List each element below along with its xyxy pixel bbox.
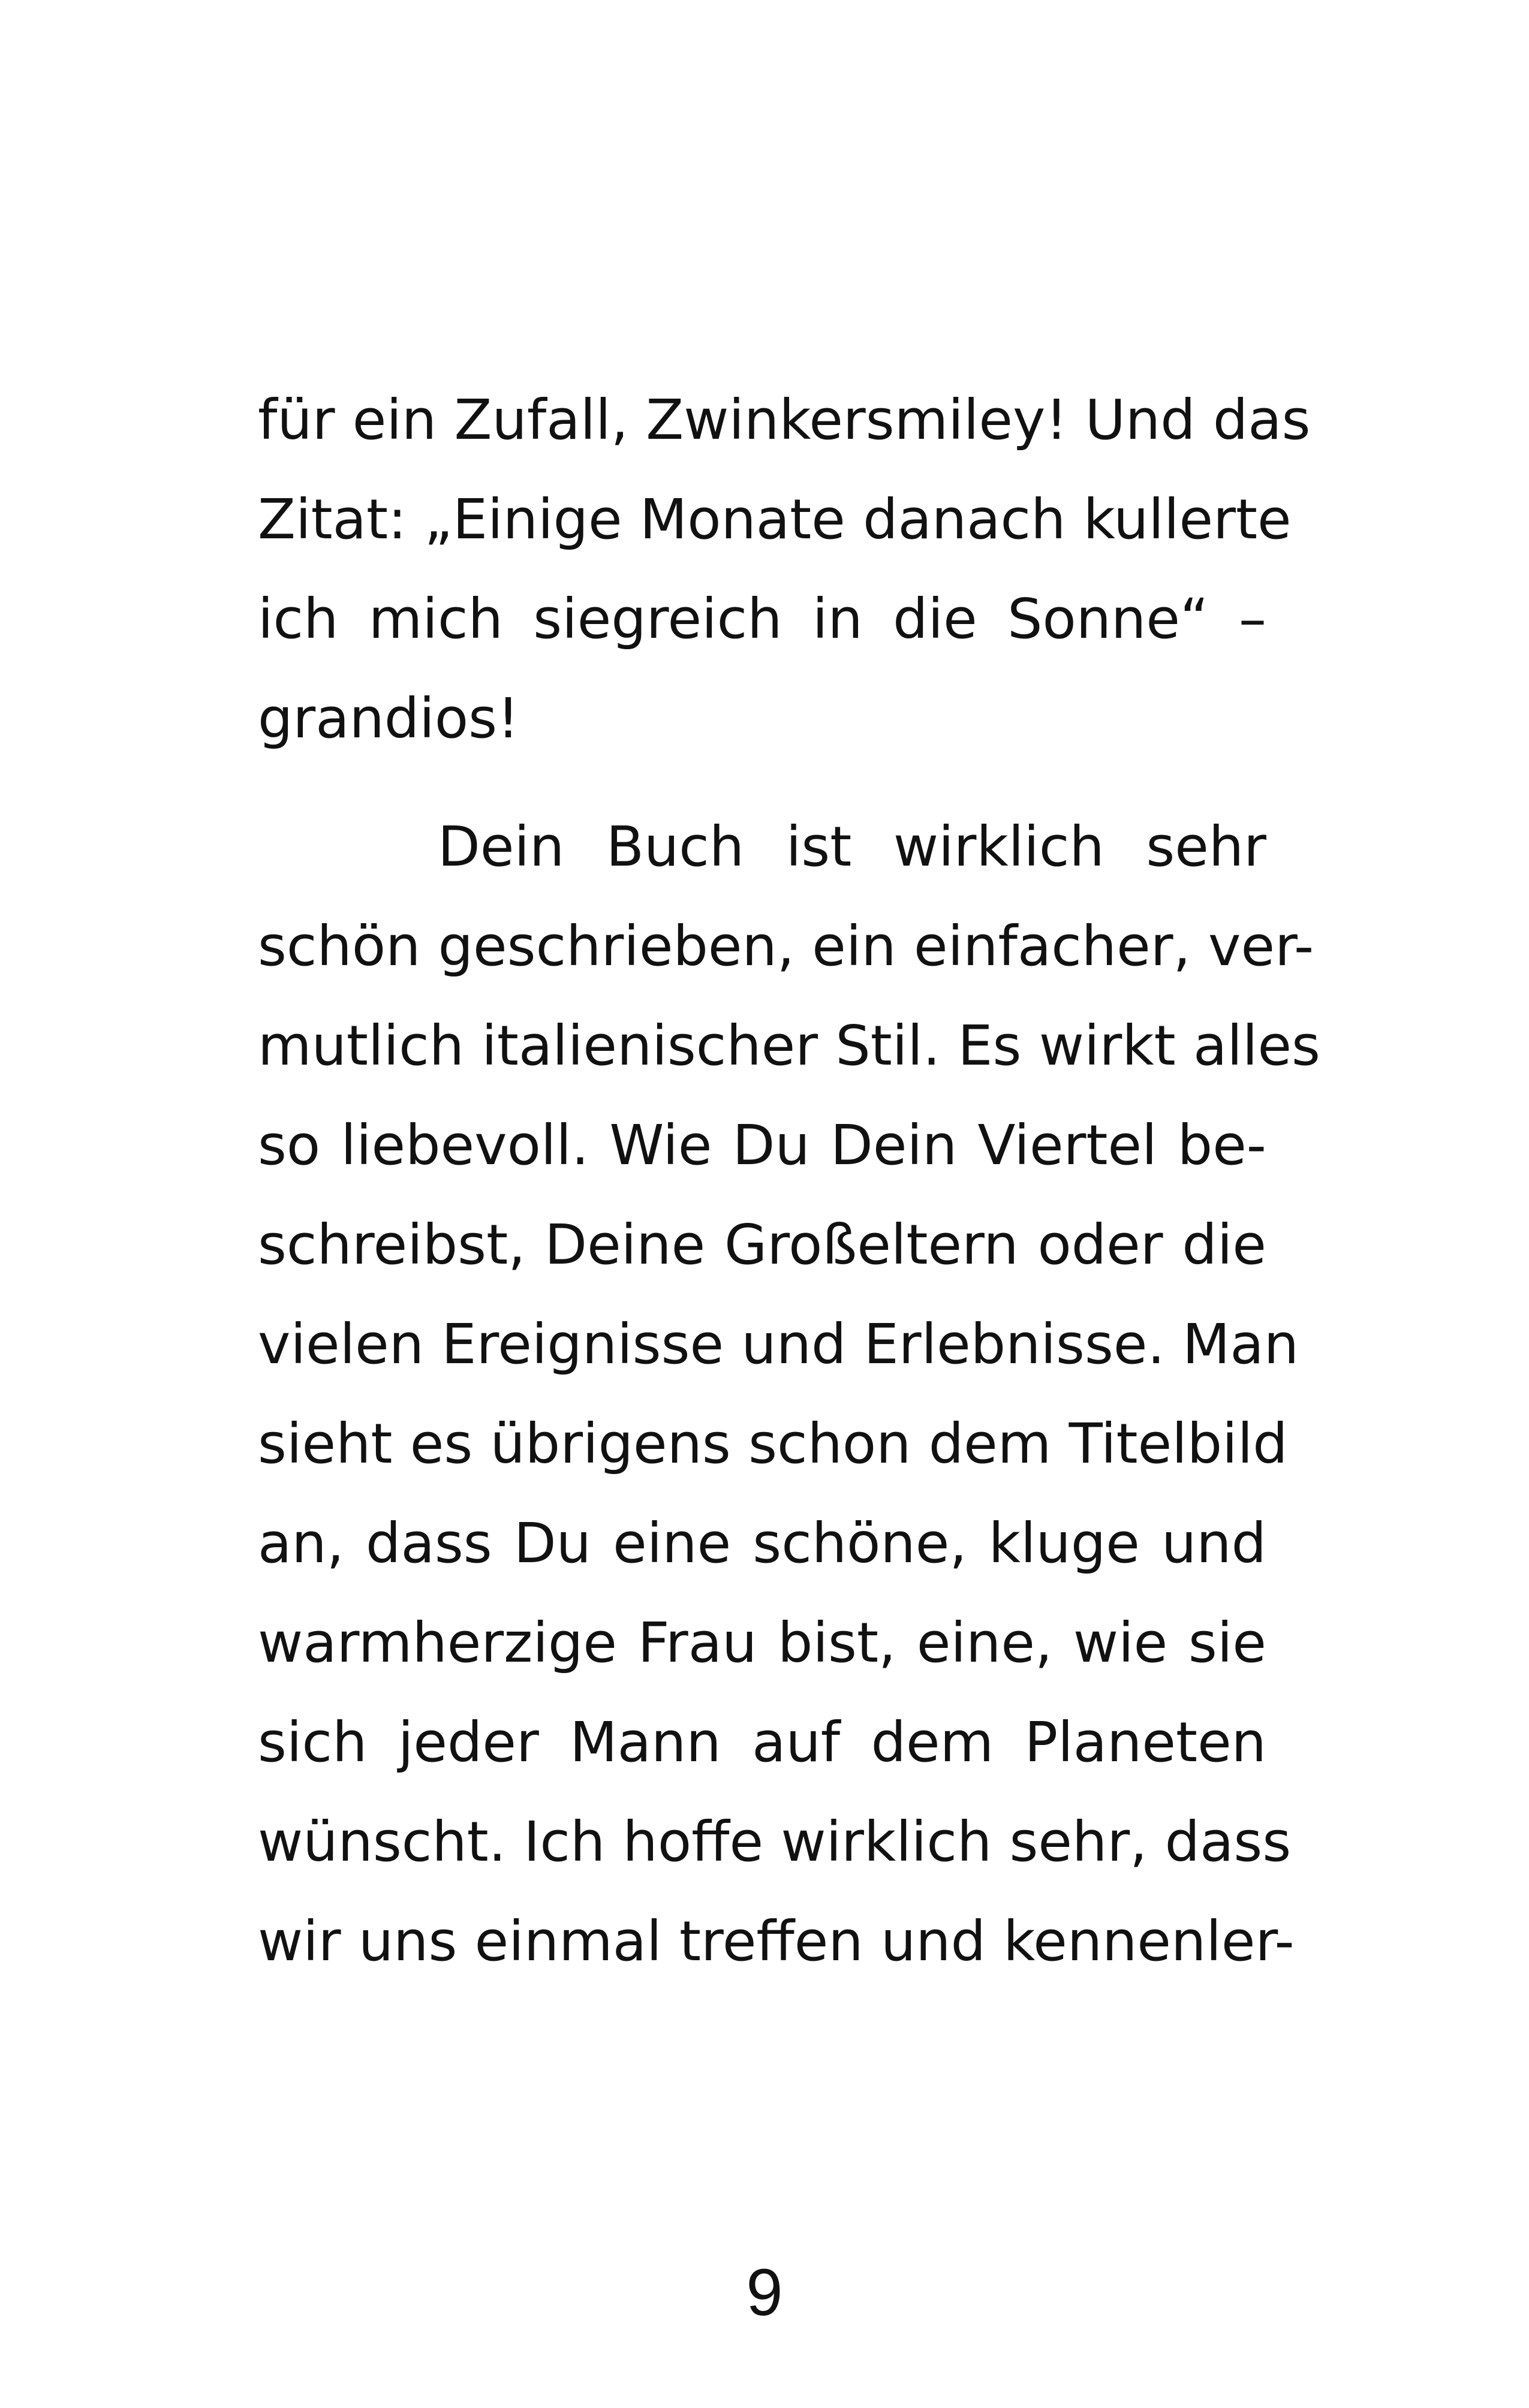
- text-line: für ein Zufall, Zwinkersmiley! Und das: [258, 388, 1311, 452]
- text-line: Dein Buch ist wirklich sehr: [438, 815, 1266, 879]
- text-line: Zitat: „Einige Monate danach kullerte: [258, 487, 1292, 551]
- text-line: wir uns einmal treffen und kennenler-: [258, 1909, 1295, 1973]
- text-line: an, dass Du eine schöne, kluge und: [258, 1511, 1266, 1575]
- text-line: warmherzige Frau bist, eine, wie sie: [258, 1611, 1266, 1675]
- text-line: wünscht. Ich hoffe wirklich sehr, dass: [258, 1810, 1292, 1874]
- text-line: sich jeder Mann auf dem Planeten: [258, 1710, 1266, 1774]
- text-line: mutlich italienischer Stil. Es wirkt alles: [258, 1014, 1320, 1078]
- page-number: 9: [746, 2256, 783, 2329]
- text-line: schön geschrieben, ein einfacher, ver-: [258, 914, 1314, 978]
- paragraph-1: [258, 370, 1311, 768]
- text-line: so liebevoll. Wie Du Dein Viertel be-: [258, 1113, 1266, 1177]
- body-text: [258, 370, 1320, 1991]
- paragraph-2: [258, 797, 1320, 1991]
- text-line: ich mich siegreich in die Sonne“ –: [258, 587, 1266, 651]
- text-line: sieht es übrigens schon dem Titelbild: [258, 1412, 1288, 1476]
- text-line: vielen Ereignisse und Erlebnisse. Man: [258, 1312, 1299, 1376]
- text-line: grandios!: [258, 686, 519, 751]
- text-line: schreibst, Deine Großeltern oder die: [258, 1213, 1266, 1277]
- paragraph-gap: [258, 768, 1266, 797]
